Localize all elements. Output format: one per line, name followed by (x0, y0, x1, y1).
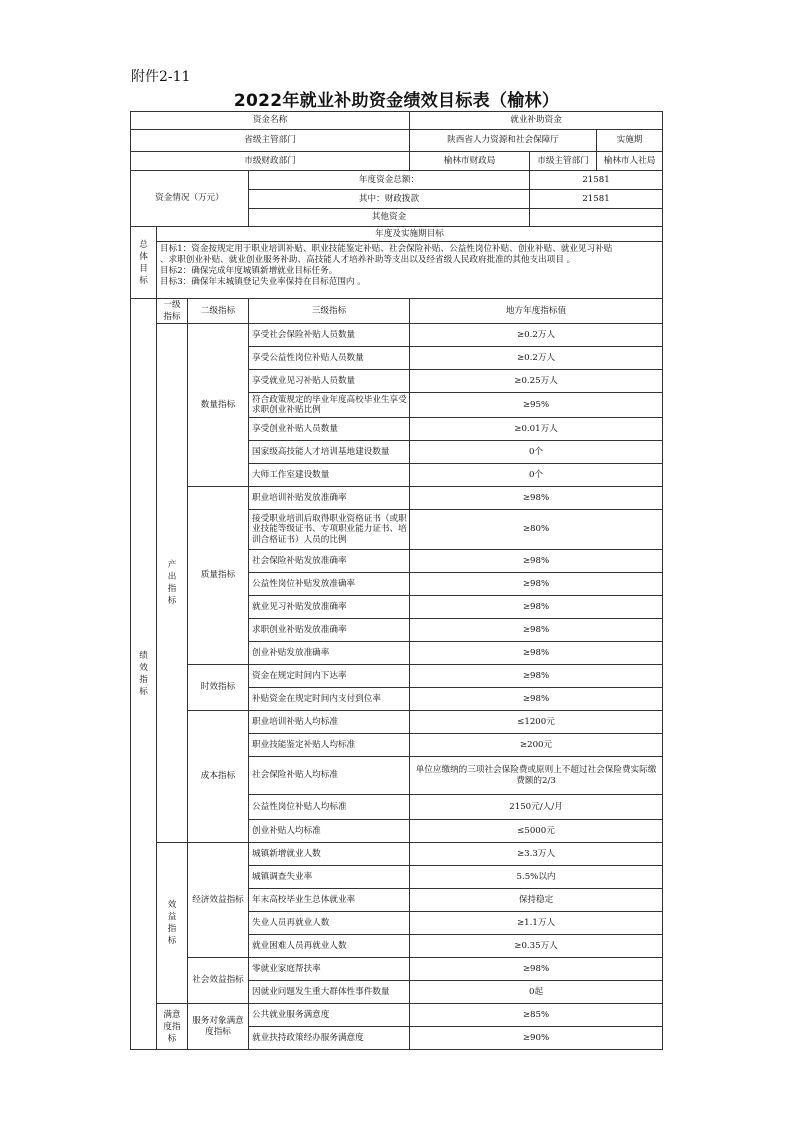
goal-line: 、求职创业补贴、就业创业服务补助、高技能人才培养补助等支出以及经省级人民政府批准的其他支出项目 。 (160, 255, 576, 265)
performance-target-table (130, 111, 663, 1050)
fund-name-value: 就业补助资金 (410, 112, 663, 130)
indicator-name: 创业补贴人均标准 (249, 820, 410, 843)
indicator-value: ≥98% (410, 573, 663, 596)
quantity-indicators-label: 数量指标 (188, 324, 249, 487)
timeliness-indicators-label: 时效指标 (188, 665, 249, 711)
indicator-name: 城镇新增就业人数 (249, 843, 410, 866)
indicator-value: ≥80% (410, 510, 663, 550)
indicator-name: 年末高校毕业生总体就业率 (249, 889, 410, 912)
goals-text (157, 242, 663, 299)
indicator-name: 就业扶持政策经办服务满意度 (249, 1027, 410, 1050)
goals-heading: 年度及实施期目标 (157, 227, 663, 242)
indicator-name: 公益性岗位补贴人均标准 (249, 795, 410, 820)
indicator-name: 接受职业培训后取得职业资格证书（或职业技能等级证书、专项职业能力证书、培训合格证书）人员的比例 (249, 510, 410, 550)
prov-dept-value: 陕西省人力资源和社会保障厅 (410, 130, 597, 152)
indicator-value: 0个 (410, 464, 663, 487)
period-label: 实施期 (597, 130, 663, 152)
indicator-value: ≥98% (410, 665, 663, 688)
satisfaction-indicators-label: 满意 度指 标 (157, 1004, 188, 1050)
indicator-value: ≥3.3万人 (410, 843, 663, 866)
output-indicators-label: 产 出 指 标 (157, 324, 188, 843)
indicator-value: ≥98% (410, 642, 663, 665)
indicator-value: ≤5000元 (410, 820, 663, 843)
perf-indicators-label: 绩 效 指 标 (131, 299, 157, 1050)
city-finance-value: 榆林市财政局 (410, 152, 530, 171)
col-level3-header: 三级指标 (249, 299, 410, 324)
city-finance-label: 市级财政部门 (131, 152, 410, 171)
indicator-name: 失业人员再就业人数 (249, 912, 410, 935)
service-satisfaction-label: 服务对象满意度指标 (188, 1004, 249, 1050)
indicator-value: 保持稳定 (410, 889, 663, 912)
city-dept-value: 榆林市人社局 (597, 152, 663, 171)
overall-goals-label: 总 体 目 标 (131, 227, 157, 299)
indicator-name: 社会保险补贴人均标准 (249, 757, 410, 795)
indicator-name: 城镇调查失业率 (249, 866, 410, 889)
attachment-number: 附件2-11 (131, 69, 191, 85)
indicator-name: 职业培训补贴发放准确率 (249, 487, 410, 510)
indicator-value: ≥0.2万人 (410, 324, 663, 347)
indicator-value: 5.5%以内 (410, 866, 663, 889)
indicator-name: 资金在规定时间内下达率 (249, 665, 410, 688)
indicator-name: 公益性岗位补贴发放准确率 (249, 573, 410, 596)
indicator-value: ≥0.35万人 (410, 935, 663, 958)
indicator-value: ≥0.25万人 (410, 370, 663, 393)
goal-line: 目标3：确保年末城镇登记失业率保持在目标范围内 。 (160, 277, 366, 287)
funding-label: 资金情况（万元） (131, 171, 249, 227)
col-level2-header: 二级指标 (188, 299, 249, 324)
indicator-value: ≥98% (410, 487, 663, 510)
indicator-value: ≥95% (410, 393, 663, 418)
indicator-name: 就业见习补贴发放准确率 (249, 596, 410, 619)
other-funds-value (530, 209, 663, 227)
other-funds-label: 其他资金 (249, 209, 530, 227)
indicator-value: ≥98% (410, 596, 663, 619)
indicator-name: 因就业问题发生重大群体性事件数量 (249, 981, 410, 1004)
indicator-name: 享受创业补贴人员数量 (249, 418, 410, 441)
cost-indicators-label: 成本指标 (188, 711, 249, 843)
indicator-value: ≤1200元 (410, 711, 663, 734)
indicator-value: 2150元/人/月 (410, 795, 663, 820)
indicator-name: 符合政策规定的毕业年度高校毕业生享受求职创业补贴比例 (249, 393, 410, 418)
goal-line: 目标2：确保完成年度城镇新增就业目标任务。 (160, 266, 338, 276)
col-level1-header: 一级 指标 (157, 299, 188, 324)
indicator-name: 享受就业见习补贴人员数量 (249, 370, 410, 393)
page-title: 2022年就业补助资金绩效目标表（榆林） (233, 91, 560, 111)
indicator-name: 零就业家庭帮扶率 (249, 958, 410, 981)
indicator-value: ≥98% (410, 619, 663, 642)
indicator-value: ≥200元 (410, 734, 663, 757)
indicator-value: ≥98% (410, 688, 663, 711)
indicator-value: ≥1.1万人 (410, 912, 663, 935)
indicator-name: 求职创业补贴发放准确率 (249, 619, 410, 642)
indicator-name: 创业补贴发放准确率 (249, 642, 410, 665)
col-value-header: 地方年度指标值 (410, 299, 663, 324)
fund-name-label: 资金名称 (131, 112, 410, 130)
indicator-name: 享受公益性岗位补贴人员数量 (249, 347, 410, 370)
annual-total-label: 年度资金总额： (249, 171, 530, 190)
indicator-value: 0起 (410, 981, 663, 1004)
benefit-indicators-label: 效 益 指 标 (157, 843, 188, 1004)
indicator-value: ≥0.01万人 (410, 418, 663, 441)
indicator-name: 公共就业服务满意度 (249, 1004, 410, 1027)
finance-alloc-value: 21581 (530, 190, 663, 209)
indicator-value: ≥85% (410, 1004, 663, 1027)
social-benefit-label: 社会效益指标 (188, 958, 249, 1004)
indicator-value: ≥98% (410, 550, 663, 573)
indicator-value: ≥98% (410, 958, 663, 981)
city-dept-label: 市级主管部门 (530, 152, 597, 171)
quality-indicators-label: 质量指标 (188, 487, 249, 665)
prov-dept-label: 省级主管部门 (131, 130, 410, 152)
indicator-name: 职业技能鉴定补贴人均标准 (249, 734, 410, 757)
annual-total-value: 21581 (530, 171, 663, 190)
indicator-name: 大师工作室建设数量 (249, 464, 410, 487)
indicator-name: 补贴资金在规定时间内支付到位率 (249, 688, 410, 711)
indicator-name: 社会保险补贴发放准确率 (249, 550, 410, 573)
indicator-name: 就业困难人员再就业人数 (249, 935, 410, 958)
economic-benefit-label: 经济效益指标 (188, 843, 249, 958)
indicator-value: ≥0.2万人 (410, 347, 663, 370)
indicator-value: 0个 (410, 441, 663, 464)
indicator-name: 国家级高技能人才培训基地建设数量 (249, 441, 410, 464)
finance-alloc-label: 其中：财政拨款 (249, 190, 530, 209)
indicator-value: ≥90% (410, 1027, 663, 1050)
indicator-name: 享受社会保险补贴人员数量 (249, 324, 410, 347)
goal-line: 目标1：资金按规定用于职业培训补贴、职业技能鉴定补贴、社会保险补贴、公益性岗位补贴、创业补贴、就业见习补贴 (160, 244, 613, 254)
indicator-name: 职业培训补贴人均标准 (249, 711, 410, 734)
indicator-value: 单位应缴纳的三项社会保险费或原则上不超过社会保险费实际缴费额的2/3 (410, 757, 663, 795)
